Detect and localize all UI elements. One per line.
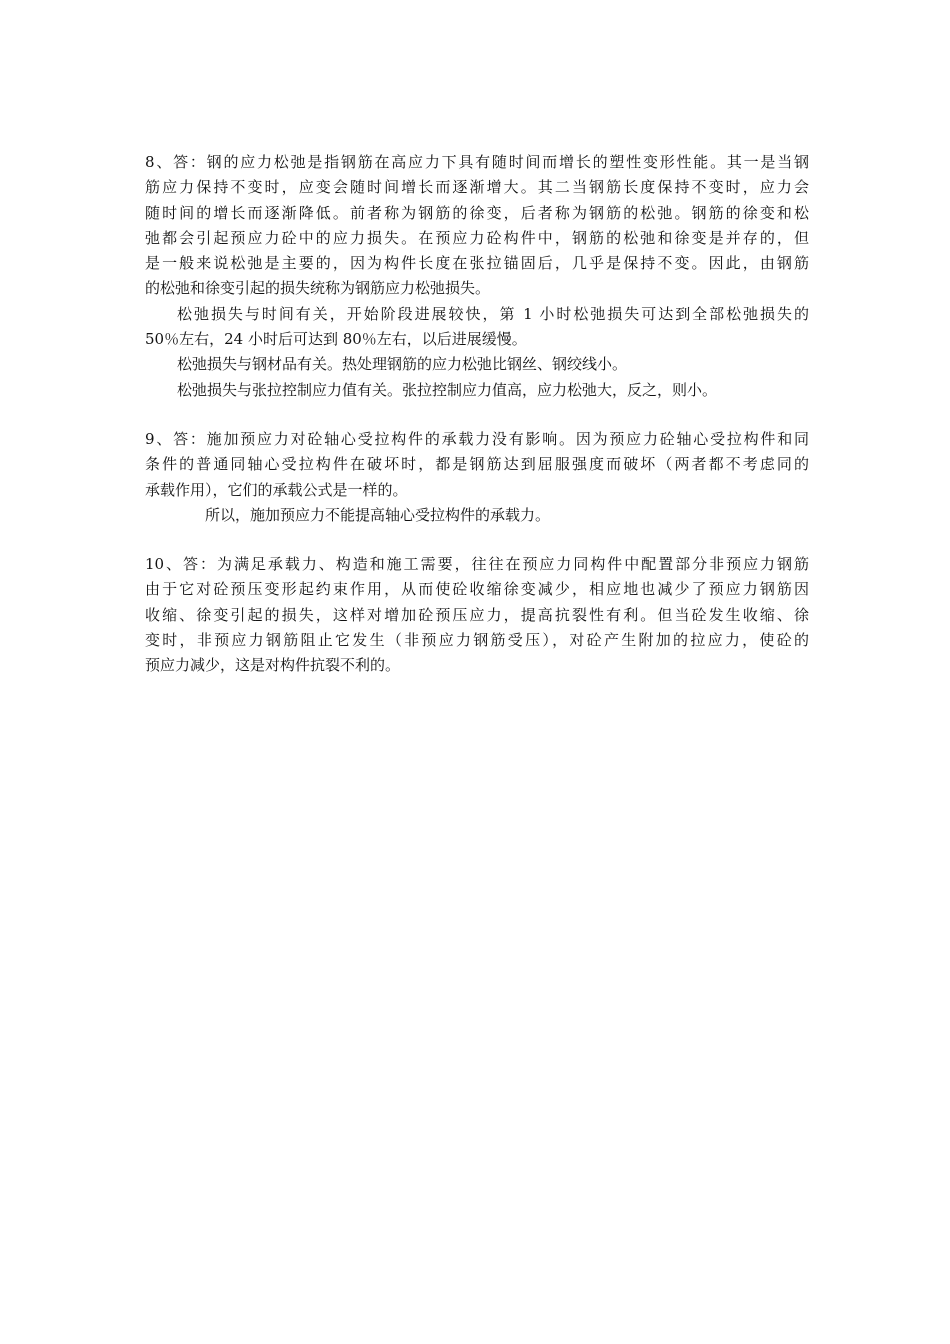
text-line: 10、答：为满足承载力、构造和施工需要，往往在预应力同构件中配置部分非预应力钢筋 — [145, 555, 809, 574]
answer-8 — [145, 150, 809, 403]
text-line: 的松弛和徐变引起的损失统称为钢筋应力松弛损失。 — [145, 279, 491, 298]
text-line: 松弛损失与时间有关，开始阶段进展较快，第 1 小时松弛损失可达到全部松弛损失的 — [177, 304, 809, 323]
text-line: 随时间的增长而逐渐降低。前者称为钢筋的徐变，后者称为钢筋的松弛。钢筋的徐变和松 — [145, 203, 809, 222]
text-line: 是一般来说松弛是主要的，因为构件长度在张拉锚固后，几乎是保持不变。因此，由钢筋 — [145, 254, 809, 273]
document-page — [145, 150, 809, 703]
text-line: 预应力减少，这是对构件抗裂不利的。 — [145, 656, 401, 675]
text-line: 弛都会引起预应力砼中的应力损失。在预应力砼构件中，钢筋的松弛和徐变是并存的，但 — [145, 228, 809, 247]
text-line: 9、答：施加预应力对砼轴心受拉构件的承载力没有影响。因为预应力砼轴心受拉构件和同 — [145, 429, 809, 448]
answer-10 — [145, 552, 809, 678]
text-line: 收缩、徐变引起的损失，这样对增加砼预压应力，提高抗裂性有利。但当砼发生收缩、徐 — [145, 605, 809, 624]
text-line: 变时，非预应力钢筋阻止它发生（非预应力钢筋受压），对砼产生附加的拉应力，使砼的 — [145, 631, 809, 650]
text-line: 50％左右，24 小时后可达到 80％左右，以后进展缓慢。 — [145, 330, 527, 349]
text-line: 所以，施加预应力不能提高轴心受拉构件的承载力。 — [205, 505, 551, 524]
text-line: 筋应力保持不变时，应变会随时间增长而逐渐增大。其二当钢筋长度保持不变时，应力会 — [145, 178, 809, 197]
text-line: 松弛损失与钢材品有关。热处理钢筋的应力松弛比钢丝、钢绞线小。 — [177, 355, 628, 374]
text-line: 8、答：钢的应力松弛是指钢筋在高应力下具有随时间而增长的塑性变形性能。其一是当钢 — [145, 153, 809, 171]
text-line: 由于它对砼预压变形起约束作用，从而使砼收缩徐变减少，相应地也减少了预应力钢筋因 — [145, 580, 809, 599]
answer-9 — [145, 427, 809, 528]
text-line: 条件的普通同轴心受拉构件在破坏时，都是钢筋达到屈服强度而破坏（两者都不考虑同的 — [145, 455, 809, 474]
text-line: 松弛损失与张拉控制应力值有关。张拉控制应力值高，应力松弛大，反之，则小。 — [177, 380, 718, 399]
text-line: 承载作用），它们的承载公式是一样的。 — [145, 480, 408, 499]
